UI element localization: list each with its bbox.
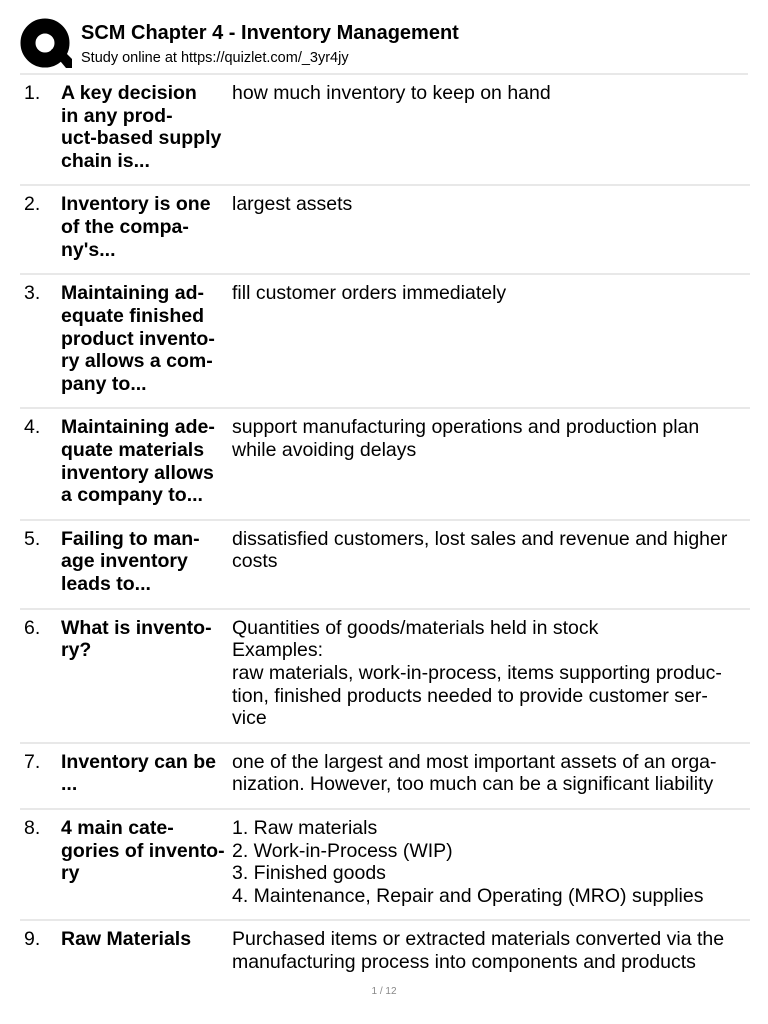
term-line: ry allows a com- (61, 350, 213, 373)
card-term (61, 193, 227, 261)
card-term (61, 817, 227, 907)
flashcard-list (20, 75, 750, 985)
term-line: Maintaining ad- (61, 282, 204, 305)
flashcard-row (20, 810, 750, 921)
term-line: Failing to man- (61, 527, 200, 550)
card-number: 3. (24, 282, 41, 305)
flashcard-row (20, 409, 750, 520)
card-term (61, 282, 227, 395)
definition-line: dissatisfied customers, lost sales and revenue and higher (232, 527, 728, 550)
card-number: 9. (24, 927, 41, 950)
term-line: equate finished (61, 304, 205, 327)
card-definition (232, 282, 752, 305)
term-line: Inventory can be (61, 750, 216, 773)
card-number: 7. (24, 750, 41, 773)
card-number: 5. (24, 527, 41, 550)
flashcard-row (20, 75, 750, 186)
card-number: 8. (24, 816, 41, 839)
definition-line: nization. However, too much can be a significant liability (232, 773, 714, 796)
term-line: A key decision (61, 82, 197, 104)
card-definition (232, 416, 752, 461)
term-line: ry? (61, 639, 92, 662)
term-line: inventory allows (61, 461, 214, 484)
flashcard-row (20, 275, 750, 409)
flashcard-row (20, 921, 750, 985)
definition-line: vice (232, 707, 267, 730)
term-line: age inventory (61, 550, 188, 573)
definition-line: fill customer orders immediately (232, 282, 507, 305)
page-number: 1 / 12 (371, 986, 397, 997)
flashcard-row (20, 186, 750, 275)
card-number: 1. (24, 82, 41, 104)
definition-line: Quantities of goods/materials held in stock (232, 616, 599, 639)
card-definition (232, 82, 752, 105)
card-definition (232, 817, 752, 907)
term-line: quate materials (61, 438, 205, 461)
definition-line: costs (232, 550, 278, 573)
term-line: gories of invento- (61, 839, 225, 862)
definition-line: 2. Work-in-Process (WIP) (232, 839, 453, 862)
term-line: 4 main cate- (61, 816, 174, 839)
term-line: What is invento- (61, 616, 212, 639)
definition-line: how much inventory to keep on hand (232, 82, 551, 104)
definition-line: raw materials, work-in-process, items supporting produc- (232, 661, 722, 684)
page-header (0, 0, 768, 74)
term-line: Raw Materials (61, 927, 192, 950)
term-line: in any prod- (61, 104, 173, 127)
term-line: pany to... (61, 372, 147, 395)
card-term (61, 82, 227, 172)
term-line: product invento- (61, 327, 215, 350)
definition-line: one of the largest and most important assets of an orga- (232, 750, 717, 773)
card-number: 2. (24, 193, 41, 216)
card-number: 4. (24, 416, 41, 439)
definition-line: while avoiding delays (232, 438, 417, 461)
card-definition (232, 193, 752, 216)
term-line: of the compa- (61, 215, 189, 238)
definition-line: tion, finished products needed to provide customer ser- (232, 684, 708, 707)
card-definition (232, 751, 752, 796)
card-term (61, 928, 227, 973)
definition-line: 3. Finished goods (232, 862, 386, 885)
flashcard-row (20, 744, 750, 810)
card-definition (232, 617, 752, 730)
card-definition (232, 928, 752, 973)
document-title: SCM Chapter 4 - Inventory Management (81, 22, 459, 44)
card-definition (232, 528, 752, 573)
definition-line: 4. Maintenance, Repair and Operating (MRO) supplies (232, 884, 704, 907)
term-line: uct-based supply (61, 127, 222, 150)
definition-line: largest assets (232, 193, 353, 216)
definition-line: Examples: (232, 639, 324, 662)
definition-line: manufacturing process into components and products (232, 950, 696, 973)
card-term (61, 416, 227, 506)
quizlet-logo-icon (20, 18, 72, 70)
study-online-link[interactable]: Study online at https://quizlet.com/_3yr4jy (81, 50, 349, 66)
flashcard-row (20, 521, 750, 610)
card-term (61, 528, 227, 596)
card-number: 6. (24, 616, 41, 639)
card-term (61, 617, 227, 730)
term-line: ... (61, 773, 78, 796)
term-line: Maintaining ade- (61, 416, 215, 439)
term-line: chain is... (61, 149, 150, 172)
definition-line: Purchased items or extracted materials converted via the (232, 927, 725, 950)
term-line: ry (61, 862, 80, 885)
definition-line: 1. Raw materials (232, 816, 378, 839)
term-line: a company to... (61, 484, 203, 507)
term-line: ny's... (61, 238, 116, 261)
term-line: Inventory is one (61, 193, 211, 216)
term-line: leads to... (61, 572, 151, 595)
definition-line: support manufacturing operations and production plan (232, 416, 700, 439)
flashcard-row (20, 610, 750, 744)
card-term (61, 751, 227, 796)
